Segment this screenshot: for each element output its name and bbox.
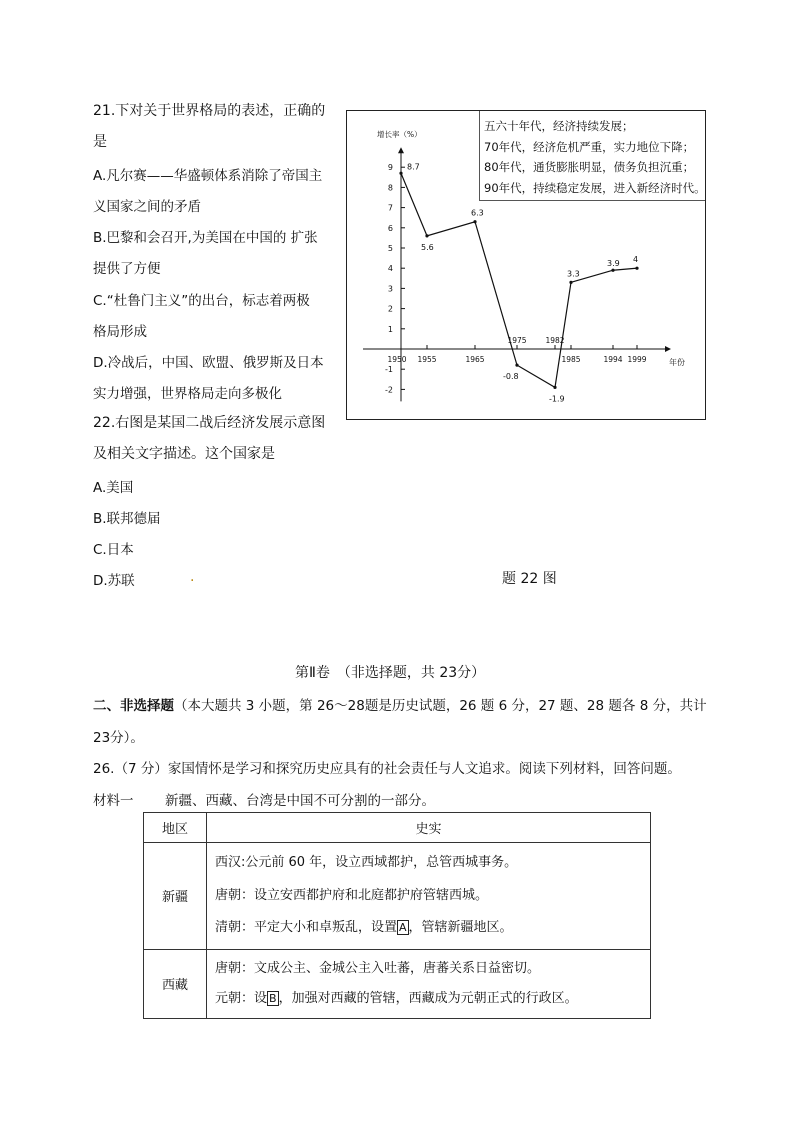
q21-stem-line1: 21.下对关于世界格局的表述，正确的 <box>93 103 326 119</box>
q22-option-c: C.日本 <box>93 542 134 558</box>
q21-option-c: C.“杜鲁门主义”的出台，标志着两极 <box>93 293 310 309</box>
data-label: -1.9 <box>549 394 565 404</box>
table-row-xizang <box>144 949 651 1018</box>
data-point <box>553 386 556 389</box>
y-axis-arrow <box>398 147 404 153</box>
x-axis-label: 年份 <box>669 358 685 367</box>
q26-stem: 26.（7 分）家国情怀是学习和探究历史应具有的社会责任与人文追求。阅读下列材料，回答问题。 <box>93 761 681 777</box>
data-label: 6.3 <box>471 208 484 218</box>
q22-option-d: D.苏联 <box>93 573 135 589</box>
q21-option-d-cont: 实力增强，世界格局走向多极化 <box>93 386 282 402</box>
table-header-row <box>144 813 651 843</box>
data-point <box>569 281 572 284</box>
table-row-xinjiang <box>144 843 651 950</box>
y-tick-label: 6 <box>387 223 393 233</box>
history-table <box>143 812 651 1019</box>
part2-heading-bold: 二、非选择题 <box>93 698 174 714</box>
q22-stem-line2: 及相关文字描述。这个国家是 <box>93 446 275 462</box>
data-point <box>473 220 476 223</box>
chart-notes-box <box>479 111 705 201</box>
q22-figure <box>346 110 706 420</box>
data-label: 3.3 <box>567 269 580 279</box>
q21-option-a-cont: 义国家之间的矛盾 <box>93 199 201 215</box>
q21-option-b-cont: 提供了方便 <box>93 261 161 277</box>
material-text: 新疆、西藏、台湾是中国不可分割的一部分。 <box>165 793 435 809</box>
x-tick-label: 1985 <box>561 355 581 364</box>
data-point <box>515 364 518 367</box>
q22-option-b: B.联邦德届 <box>93 511 161 527</box>
facts-xizang <box>207 949 651 1018</box>
y-tick-label: 7 <box>387 203 393 213</box>
y-tick-label: -1 <box>385 365 393 375</box>
x-tick-label: 1994 <box>603 355 623 364</box>
data-label: 8.7 <box>407 162 420 172</box>
data-point <box>635 267 638 270</box>
material-label: 材料一 <box>93 793 134 809</box>
x-tick-label: 1955 <box>417 355 437 364</box>
x-tick-label: 1965 <box>465 355 485 364</box>
part2-heading-cont: 23分）。 <box>93 730 144 746</box>
y-tick-label: 1 <box>387 324 393 334</box>
fact-xizang-1: 唐朝：文成公主、金城公主入吐蕃，唐蕃关系日益密切。 <box>215 960 541 976</box>
stray-dot: . <box>190 569 195 585</box>
data-point <box>399 172 402 175</box>
q21-option-d: D.冷战后，中国、欧盟、俄罗斯及日本 <box>93 355 324 371</box>
figure-caption: 题 22 图 <box>502 571 557 587</box>
blank-box-a: A <box>399 921 407 934</box>
fact-xinjiang-3: 清朝：平定大小和卓叛乱，设置 A ，管辖新疆地区。 <box>215 920 513 935</box>
y-tick-label: 4 <box>387 264 393 274</box>
header-region: 地区 <box>144 813 207 843</box>
blank-box-b: B <box>269 991 277 1005</box>
x-tick-label: 1975 <box>507 336 527 345</box>
x-axis-arrow <box>665 346 671 352</box>
y-tick-label: 8 <box>387 183 393 193</box>
data-label: 5.6 <box>421 242 434 252</box>
y-tick-label: 3 <box>387 284 393 294</box>
fact-xizang-2: 元朝：设 B ，加强对西藏的管辖，西藏成为元朝正式的行政区。 <box>215 990 578 1006</box>
q22-option-a: A.美国 <box>93 480 134 496</box>
y-tick-label: 5 <box>387 244 393 253</box>
fact-xinjiang-2: 唐朝：设立安西都护府和北庭都护府管辖西城。 <box>215 887 489 903</box>
q21-option-c-cont: 格局形成 <box>93 324 147 340</box>
chart-note-2: 70年代，经济危机严重，实力地位下降； <box>484 139 695 154</box>
q22-stem-line1: 22.右图是某国二战后经济发展示意图 <box>93 415 326 431</box>
y-axis-label: 增长率（%） <box>377 130 422 140</box>
part2-heading-rest: （本大题共 3 小题，第 26～28题是历史试题，26 题 6 分，27 题、28 题各 8 分，共计 <box>174 698 707 714</box>
part2-title: 第Ⅱ卷 （非选择题，共 23分） <box>295 665 486 681</box>
region-xinjiang: 新疆 <box>144 843 207 950</box>
data-label: -0.8 <box>503 372 519 382</box>
q21-stem-line2: 是 <box>93 134 107 150</box>
x-tick-label: 1999 <box>627 355 647 364</box>
part2-heading <box>93 694 707 714</box>
data-point <box>425 234 428 237</box>
x-tick-label: 1950 <box>387 355 407 364</box>
x-tick-label: 1982 <box>545 336 565 345</box>
chart-note-3: 80年代，通货膨胀明显，债务负担沉重； <box>484 160 695 174</box>
data-label: 3.9 <box>607 259 620 269</box>
q21-option-a: A.凡尔赛——华盛顿体系消除了帝国主 <box>93 168 323 184</box>
y-tick-label: -2 <box>385 385 393 395</box>
data-label: 4 <box>633 255 639 265</box>
fact-xinjiang-1: 西汉:公元前 60 年，设立西域都护，总管西城事务。 <box>215 855 518 870</box>
region-xizang: 西藏 <box>144 949 207 1018</box>
chart-note-1: 五六十年代，经济持续发展； <box>484 119 634 133</box>
y-tick-label: 9 <box>387 163 393 173</box>
facts-xinjiang <box>207 843 651 950</box>
chart-note-4: 90年代，持续稳定发展，进入新经济时代。 <box>484 180 706 195</box>
q21-option-b: B.巴黎和会召开,为美国在中国的 扩张 <box>93 230 318 246</box>
header-facts: 史实 <box>207 813 651 843</box>
y-tick-label: 2 <box>387 304 393 314</box>
data-point <box>611 269 614 272</box>
